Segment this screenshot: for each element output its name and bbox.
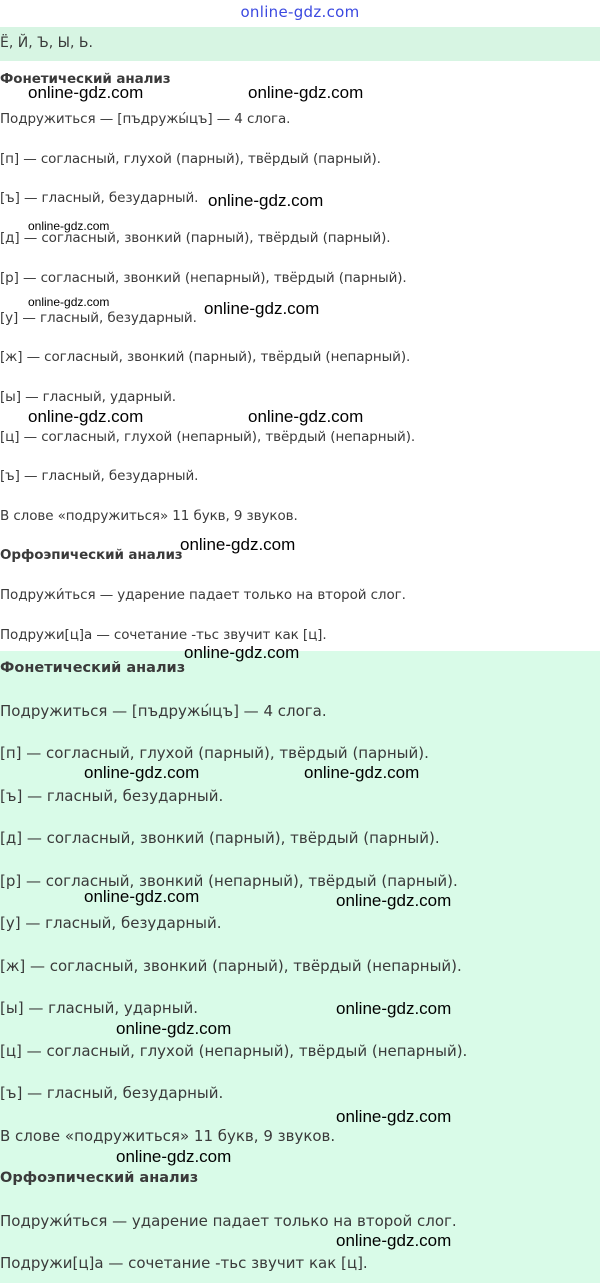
sound-line: [д] — согласный, звонкий (парный), твёрдый (парный).	[0, 829, 440, 847]
stress-line: Подружи́ться — ударение падает только на второй слог.	[0, 1212, 457, 1230]
pronunciation-line: Подружи[ц]а — сочетание -тьс звучит как [ц].	[0, 1254, 368, 1272]
watermark: online-gdz.com	[336, 999, 452, 1018]
stress-line: Подружи́ться — ударение падает только на второй слог.	[0, 587, 406, 603]
watermark: online-gdz.com	[84, 887, 200, 906]
sound-line: [ц] — согласный, глухой (непарный), твёрдый (непарный).	[0, 429, 416, 445]
phonetic-heading: Фонетический анализ	[0, 71, 171, 87]
watermark: online-gdz.com	[248, 407, 364, 426]
letters-sounds-summary: В слове «подружиться» 11 букв, 9 звуков.	[0, 1127, 336, 1145]
word-transcription: Подружиться — [пъдружы́цъ] — 4 слога.	[0, 111, 291, 127]
sound-line: [ъ] — гласный, безударный.	[0, 1084, 224, 1102]
watermark: online-gdz.com	[304, 763, 420, 782]
word-transcription: Подружиться — [пъдружы́цъ] — 4 слога.	[0, 702, 327, 720]
sound-line: [ъ] — гласный, безударный.	[0, 468, 199, 484]
sound-line: [д] — согласный, звонкий (парный), твёрдый (парный).	[0, 230, 391, 246]
watermark: online-gdz.com	[336, 1231, 452, 1250]
orthoepic-heading: Орфоэпический анализ	[0, 1170, 199, 1186]
letters-band-text: Ё, Й, Ъ, Ы, Ь.	[0, 35, 93, 51]
sound-line: [р] — согласный, звонкий (непарный), твёрдый (парный).	[0, 270, 407, 286]
watermark: online-gdz.com	[180, 535, 296, 554]
sound-line: [п] — согласный, глухой (парный), твёрдый (парный).	[0, 744, 429, 762]
sound-line: [ы] — гласный, ударный.	[0, 999, 199, 1017]
watermark: online-gdz.com	[248, 83, 364, 102]
sound-line: [ъ] — гласный, безударный.	[0, 787, 224, 805]
sound-line: [у] — гласный, безударный.	[0, 914, 222, 932]
watermark: online-gdz.com	[28, 83, 144, 102]
watermark: online-gdz.com	[336, 891, 452, 910]
watermark: online-gdz.com	[28, 407, 144, 426]
watermark: online-gdz.com	[116, 1147, 232, 1166]
letters-sounds-summary: В слове «подружиться» 11 букв, 9 звуков.	[0, 508, 298, 524]
sound-line: [у] — гласный, безударный.	[0, 310, 197, 326]
site-header[interactable]: online-gdz.com	[240, 3, 360, 21]
watermark: online-gdz.com	[116, 1019, 232, 1038]
sound-line: [ж] — согласный, звонкий (парный), твёрдый (непарный).	[0, 349, 411, 365]
sound-line: [ы] — гласный, ударный.	[0, 389, 176, 405]
sound-line: [п] — согласный, глухой (парный), твёрдый (парный).	[0, 151, 381, 167]
sound-line: [ц] — согласный, глухой (непарный), твёрдый (непарный).	[0, 1042, 468, 1060]
sound-line: [ж] — согласный, звонкий (парный), твёрдый (непарный).	[0, 957, 462, 975]
watermark: online-gdz.com	[184, 643, 300, 662]
phonetic-heading: Фонетический анализ	[0, 660, 186, 676]
watermark: online-gdz.com	[208, 191, 324, 210]
watermark: online-gdz.com	[336, 1107, 452, 1126]
watermark: online-gdz.com	[28, 295, 110, 309]
orthoepic-heading: Орфоэпический анализ	[0, 547, 183, 563]
watermark: online-gdz.com	[204, 299, 320, 318]
sound-line: [ъ] — гласный, безударный.	[0, 190, 199, 206]
watermark: online-gdz.com	[84, 763, 200, 782]
watermark: online-gdz.com	[28, 219, 110, 233]
sound-line: [р] — согласный, звонкий (непарный), твёрдый (парный).	[0, 872, 458, 890]
pronunciation-line: Подружи[ц]а — сочетание -тьс звучит как [ц].	[0, 627, 327, 643]
